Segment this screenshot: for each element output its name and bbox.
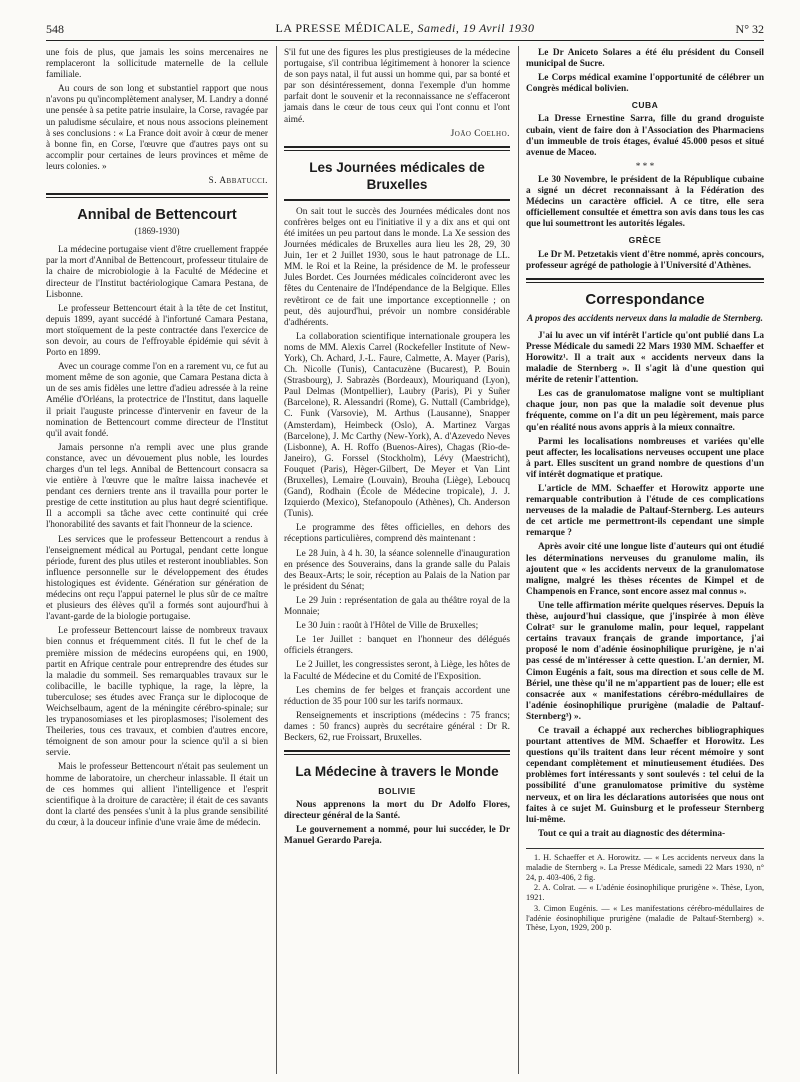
- journal-title-line: [46, 21, 764, 36]
- letter-paragraph: Une telle affirmation mérite quelques réserves. Depuis la thèse, aujourd'hui classique, que j'inspirée à mon élève Colrat² sur le granulome malin, pour lequel, rappelant certains travaux français de grande importance, j'ai proposé le nom d'adénie éosinophilique prurigène, je n'ai pas cessé de m'intéresser à cette question. L'an dernier, M. Cimon Eugénis a fait, sous ma direction et sous celle de M. Bériel, une thèse qu'il ne m'appartient pas de louer; elle est consacrée aux « manifestations cérébro-médullaires de l'adénie éosinophilique prurigène (maladie de Paltauf-Sternberg³) ».: [526, 600, 764, 722]
- journal-page: [46, 18, 764, 1074]
- letter-paragraph: Tout ce qui a trait au diagnostic des détermina-: [538, 828, 726, 839]
- letter-subtitle: A propos des accidents nerveux dans la maladie de Sternberg.: [526, 313, 764, 324]
- article-dates: (1869-1930): [134, 226, 180, 237]
- footnote: 1. H. Schaeffer et A. Horowitz. — « Les accidents nerveux dans la maladie de Sternberg ». La Presse Médicale, samedi 22 Mars 1930, n° 24, p. 403-406, 2 fig.: [526, 852, 764, 882]
- section-rule: [46, 193, 268, 198]
- section-rule: [526, 278, 764, 283]
- section-rule: [284, 199, 510, 201]
- body-paragraph: La collaboration scientifique internationale groupera les noms de MM. Alexis Carrel (Rockefeller Institute of New-York), Ch. Achard, J.-L. Faure, Calmette, A. Mayer (Paris), Ch. Nicolle (Tunis), Cantacuzène (Bucarest), P. Bouin (Strasbourg), J. Sabrazès (Bordeaux), Mouriquand (Lyon), Paul Delmas (Montpellier), Laubry (Paris), Pi y Suñer (Barcelone), R. Alessandri (Rome), G. Nuttall (Cambridge), C. Funk (Varsovie), M. Arthus (Lausanne), Snapper (Amsterdam), Heimbeck (Oslo), A. Martinez Vargas (Barcelone), J. Mc Carthy (New-York), A. d'Azevedo Neves (Lisbonne), A. H. Roffo (Buenos-Aires), Chagas (Rio-de-Janeiro), G. Forssel (Stockholm), Lévy (Maestricht), Fouquet (Paris), Hèger-Gilbert, De Meyer et Van Lint (Bruxelles), Lemaire (Louvain), Brouha (Liège), Leboucq (Gand), Rodhain (École de Médecine tropicale), J. J. Izquierdo (Mexico), Stefanopoulo (Athènes), Ch. Anderson (Tunis).: [284, 331, 510, 520]
- body-paragraph: Renseignements et inscriptions (médecins : 75 francs; dames : 50 francs) auprès du secrétaire général : Dr R. Beckers, 62, rue Froissart, Bruxelles.: [284, 710, 510, 743]
- body-paragraph: Au cours de son long et substantiel rapport que nous n'avons pu qu'incomplètement analyser, M. Landry a donné une pensée à sa petite patrie insulaire, la Corse, ravagée par un paludisme séculaire, et nous nous associons pleinement à ses conclusions : « La France doit avoir à cœur de mener à bonne fin, en Corse, l'œuvre que d'autres pays ont su accomplir pour certaines de leurs provinces et même de leurs colonies. »: [46, 84, 268, 172]
- column-divider: [518, 46, 519, 1074]
- author-signature: João Coelho.: [450, 128, 510, 139]
- letter-paragraph: Après avoir cité une longue liste d'auteurs qui ont étudié les déterminations nerveuses du granulome malin, ils ajoutent que « les accidents nerveux de la granulomatose maligne, malgré les thèses récentes de Kimpel et de Champenois en France, sont encore assez mal connus ».: [526, 542, 764, 597]
- body-paragraph: Les services que le professeur Bettencourt a rendus à l'enseignement médical au Portugal, pendant cette longue période, furent des plus utiles et resteront inoubliables. Son influence personnelle sur le développement des études histologiques est évidente. Génération sur génération de médecins ont reçu l'appui paternel le plus sûr de ce maître et plusieurs des élèves qu'il a formés sont aujourd'hui à l'avant-garde de la biologie portugaise.: [46, 534, 268, 623]
- section-rule: [284, 146, 510, 151]
- body-paragraph: une fois de plus, que jamais les soins mercenaires ne remplaceront la sollicitude maternelle de la cellule familiale.: [46, 48, 268, 81]
- body-paragraph: On sait tout le succès des Journées médicales dont nos confrères belges ont eu l'initiative il y a dix ans et qui ont été imitées un peu partout dans le monde. La Xe session des Journées médicales de Bruxelles aura lieu les 28, 29, 30 Juin, 1er et 2 Juillet 1930, sous le haut patronage de LL. MM. le Roi et la Reine, la présidence de M. le professeur Jules Bordet. Ces Journées médicales coïncideront avec les fêtes du Centenaire de l'Indépendance de la Belgique. Elles revêtiront ce de fait une importance exceptionnelle ; on peut, dès aujourd'hui, prévoir un nombre considérable d'adhérents.: [284, 206, 510, 328]
- issue-date: Samedi, 19 Avril 1930: [417, 21, 535, 35]
- body-paragraph: Le 30 Juin : raoût à l'Hôtel de Ville de Bruxelles;: [296, 621, 479, 632]
- body-paragraph: Mais le professeur Bettencourt n'était pas seulement un homme de laboratoire, un chercheur inlassable. Il était un de ces hommes qui allient l'intelligence et l'esprit scientifique à la droiture de caractère; il était de ces savants dont la clarté des pensées s'unit à la plus grande sensibilité du cœur, à la douceur infinie d'une vraie âme de médecin.: [46, 762, 268, 828]
- country-label-cuba: CUBA: [631, 100, 659, 111]
- body-paragraph: Le 2 Juillet, les congressistes seront, à Liège, les hôtes de la Faculté de Médecine et du Comité de l'Exposition.: [284, 660, 510, 682]
- body-paragraph: Le 1er Juillet : banquet en l'honneur des délégués officiels étrangers.: [284, 635, 510, 657]
- column-middle: [284, 48, 510, 851]
- news-paragraph: La Dresse Ernestine Sarra, fille du grand droguiste cubain, vient de faire don à l'Association des Pharmaciens d'un immeuble de trois étages, évalué 45.000 pesos et situé avenue de Maceo.: [526, 114, 764, 158]
- column-right: [526, 48, 764, 934]
- letter-paragraph: Les cas de granulomatose maligne vont se multipliant chaque jour, non pas que la maladie soit devenue plus fréquente, comme on l'a dit un peu légèrement, mais parce qu'en réalité nous avons appris à la mieux connaître.: [526, 389, 764, 433]
- letter-paragraph: L'article de MM. Schaeffer et Horowitz apporte une remarquable contribution à l'étude de ces complications nerveuses de la maladie de Paltauf-Sternberg. Les auteurs de cet article me permettront-ils cependant une simple remarque ?: [526, 484, 764, 539]
- letter-paragraph: Parmi les localisations nombreuses et variées qu'elle peut affecter, les localisations nerveuses occupent une place à part. Elles suscitent un grand nombre de questions d'un vif intérêt dogmatique et pratique.: [526, 436, 764, 480]
- body-paragraph: Avec un courage comme l'on en a rarement vu, ce fut au moment même de son agonie, que Camara Pestana dicta à un de ses amis fidèles une lettre d'adieu adressée à la reine Amélie d'Orléans, la protectrice de l'Institut, dans laquelle il priait l'auguste princesse d'intervenir en faveur de la nomination de Bettencourt comme directeur de l'Institut qu'il avait fondé.: [46, 362, 268, 439]
- issue-number: N° 32: [735, 22, 764, 36]
- body-paragraph: Les chemins de fer belges et français accordent une réduction de 35 pour 100 sur les tarifs normaux.: [284, 685, 510, 707]
- column-divider: [276, 46, 277, 1074]
- letter-paragraph: J'ai lu avec un vif intérêt l'article qu'ont publié dans La Presse Médicale du samedi 22 Mars 1930 MM. Schaeffer et Horowitz¹. Il a trait aux « accidents nerveux dans la maladie de Sternberg ». Il s'agit là d'une question qui mérite de retenir l'attention.: [526, 330, 764, 386]
- journal-name: LA PRESSE MÉDICALE,: [275, 21, 415, 35]
- footnotes: [526, 848, 764, 933]
- body-paragraph: La médecine portugaise vient d'être cruellement frappée par la mort d'Annibal de Bettencourt, professeur titulaire de la chaire de microbiologie à la Faculté de Médecine et directeur de l'Institut bactériologique Camara Pestana, de Lisbonne.: [46, 245, 268, 300]
- news-paragraph: Le Dr Aniceto Solares a été élu président du Conseil municipal de Sucre.: [526, 48, 764, 70]
- news-paragraph: Le Corps médical examine l'opportunité de célébrer un Congrès médical bolivien.: [526, 73, 764, 95]
- news-paragraph: Nous apprenons la mort du Dr Adolfo Flores, directeur général de la Santé.: [284, 800, 510, 822]
- running-header: [46, 18, 764, 41]
- news-paragraph: Le Dr M. Petzetakis vient d'être nommé, après concours, professeur agrégé de pathologie à l'Université d'Athènes.: [526, 249, 764, 271]
- country-label-grece: GRÈCE: [628, 235, 662, 246]
- author-signature: S. Abbatucci.: [208, 176, 268, 187]
- body-paragraph: Jamais personne n'a rempli avec une plus grande constance, avec un dévouement plus noble, les lourdes charges d'un tel legs. Annibal de Bettencourt consacra sa vie entière à l'œuvre que le maître laissa inachevée et pendant ces derniers trente ans il travailla pour porter le prestige de cette institution au plus haut degré scientifique. Il a accompli sa tâche avec cette continuité qui crée l'honorabilité des savants et fait l'honneur de la science.: [46, 442, 268, 531]
- body-paragraph: Le programme des fêtes officielles, en dehors des réceptions particulières, comprend dès maintenant :: [284, 523, 510, 545]
- body-paragraph: Le professeur Bettencourt était à la tête de cet Institut, depuis 1899, ayant succédé à l'infortuné Camara Pestana, mort stoïquement de la peste contractée dans l'exercice de son devoir, au cours de l'effroyable épidémie qui sévit à Porto en 1899.: [46, 303, 268, 359]
- section-rule: [284, 750, 510, 755]
- news-paragraph: Le gouvernement a nommé, pour lui succéder, le Dr Manuel Gerardo Pareja.: [284, 825, 510, 847]
- section-title-correspondance: Correspondance: [585, 290, 705, 308]
- body-paragraph: Le 29 Juin : représentation de gala au théâtre royal de la Monnaie;: [284, 595, 510, 618]
- letter-paragraph: Ce travail a échappé aux recherches bibliographiques pourtant attentives de MM. Schaeffer et Horowitz. Les questions qu'ils traitent dans leur récent mémoire y sont cependant complètement et minutieusement étudiées. Des problèmes fort intéressants y sont soulevés : tel celui de la possibilité d'une granulomatose primitive du système nerveux, et on lira les déclarations autorisées que nous ont faites à ce sujet M. Guinsburg et le professeur Sternberg lui-même.: [526, 725, 764, 825]
- page-number: 548: [46, 22, 64, 36]
- separator-stars: * * *: [635, 161, 655, 172]
- section-title-bruxelles: Les Journées médicales de Bruxelles: [309, 159, 485, 192]
- footnote: 3. Cimon Eugénis. — « Les manifestations cérébro-médullaires de l'adénie éosinophilique prurigène (maladie de Paltauf-Sternberg) ». Thèse, Lyon, 1929, 200 p.: [526, 903, 764, 933]
- section-title-world: La Médecine à travers le Monde: [295, 764, 499, 780]
- footnote: 2. A. Colrat. — « L'adénie éosinophilique prurigène ». Thèse, Lyon, 1921.: [526, 883, 764, 903]
- body-paragraph: Le professeur Bettencourt laisse de nombreux travaux bien connus et fréquemment cités. Il fut le chef de la première mission de médecins européens qui, en 1900, partit en Afrique centrale pour entreprendre des études sur la maladie du sommeil. Ses remarquables travaux sur le colibacille, le bacille typhique, la rage, la lèpre, la tuberculose; ses études avec França sur le diplocoque de Weichselbaum, agent de la méningite cérébro-spinale; sur les trypanosomiases et les piroplasmoses; l'isolement des Theileries, tous ces travaux, et combien d'autres encore, témoignent de son amour pour la science qu'il a si bien servie.: [46, 626, 268, 759]
- body-paragraph: S'il fut une des figures les plus prestigieuses de la médecine portugaise, s'il contribua légitimement à honorer la science de son pays natal, il fut aussi un homme qui, par sa bonté et par son désintéressement, donna l'exemple d'un homme parfait dont le souvenir et la reconnaissance ne s'effaceront jamais dans le cœur de tous ceux qui l'ont connu et l'ont aimé.: [284, 48, 510, 125]
- body-paragraph: Le 28 Juin, à 4 h. 30, la séance solennelle d'inauguration en présence des Souverains, dans la grande salle du Palais des Beaux-Arts; le soir, réception au Palais de la Nation par le président du Sénat;: [284, 548, 510, 592]
- news-paragraph: Le 30 Novembre, le président de la République cubaine a signé un décret reconnaissant à la Fédération des Médecins un caractère officiel. A ce titre, elle sera officiellement consultée et émettra son avis dans tous les cas que lui soumettront les autorités légales.: [526, 174, 764, 230]
- article-title: Annibal de Bettencourt: [77, 207, 237, 224]
- country-label-bolivie: BOLIVIE: [378, 786, 416, 797]
- column-left: [46, 48, 268, 832]
